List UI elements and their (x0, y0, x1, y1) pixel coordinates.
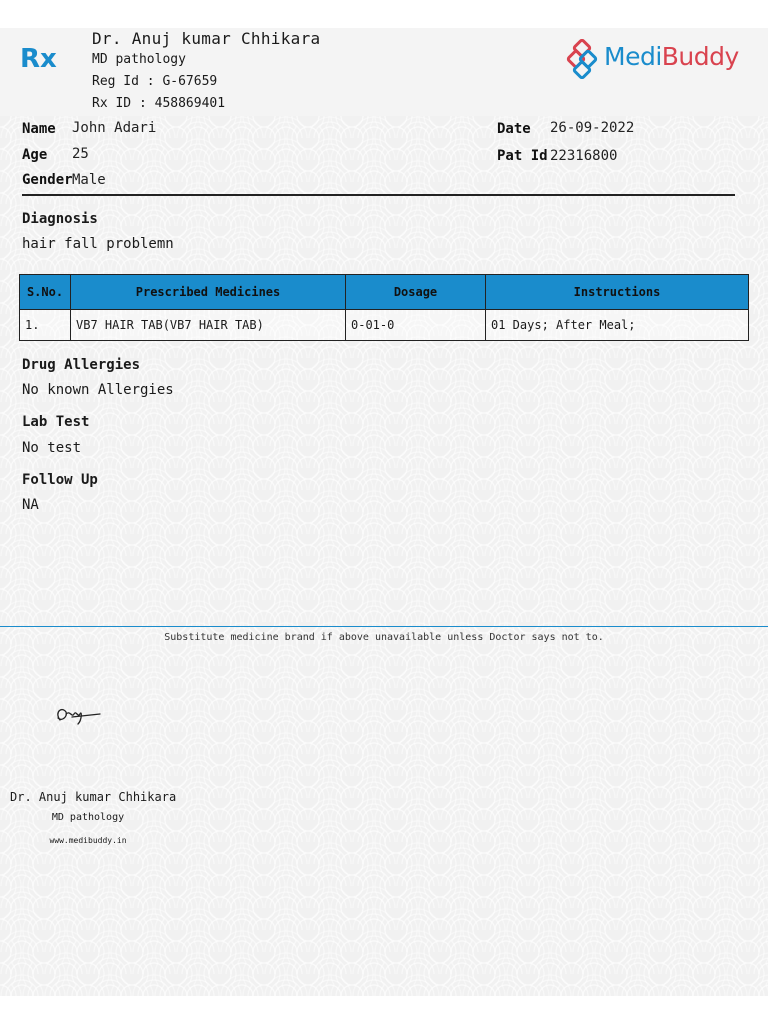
col-sno: S.No. (20, 275, 71, 310)
patient-age: 25 (72, 146, 89, 162)
doctor-name: Dr. Anuj kumar Chhikara (92, 29, 321, 48)
logo-wordmark (604, 42, 739, 71)
footer-qualification: MD pathology (51, 812, 125, 823)
drug-allergies-title: Drug Allergies (22, 357, 141, 373)
diagnosis-value: hair fall problemn (22, 236, 174, 252)
diagnosis-title: Diagnosis (22, 211, 98, 227)
doctor-reg-id: Reg Id : G-67659 (92, 74, 218, 89)
logo-medi: Medi (604, 42, 662, 71)
medibuddy-logo-icon (566, 39, 604, 79)
cell-medicine: VB7 HAIR TAB(VB7 HAIR TAB) (71, 310, 346, 341)
footer-website[interactable]: www.medibuddy.in (49, 836, 127, 845)
rx-id: Rx ID : 458869401 (92, 96, 226, 111)
prescription-date: 26-09-2022 (550, 120, 635, 136)
logo-buddy: Buddy (661, 42, 739, 71)
medibuddy-logo (566, 38, 752, 82)
medicines-table (19, 274, 749, 341)
cell-sno: 1. (20, 310, 71, 341)
col-medicines: Prescribed Medicines (71, 275, 346, 310)
patient-id: 22316800 (550, 148, 618, 164)
name-label: Name (22, 121, 56, 137)
follow-up-value: NA (22, 497, 39, 513)
lab-test-title: Lab Test (22, 414, 90, 430)
cell-dosage: 0-01-0 (346, 310, 486, 341)
patient-name: John Adari (72, 120, 157, 136)
doctor-signature (52, 702, 104, 732)
doctor-qualification: MD pathology (92, 52, 186, 67)
patient-gender: Male (72, 172, 106, 188)
gender-label: Gender (22, 172, 73, 188)
cell-instructions: 01 Days; After Meal; (486, 310, 749, 341)
follow-up-title: Follow Up (22, 472, 98, 488)
table-row (20, 310, 749, 341)
header-divider (22, 194, 735, 196)
substitution-note: Substitute medicine brand if above unavailable unless Doctor says not to. (164, 632, 604, 643)
pat-id-label: Pat Id (497, 148, 548, 164)
date-label: Date (497, 121, 531, 137)
medicines-header-row (20, 275, 749, 310)
rx-symbol: Rx (20, 44, 57, 74)
prescription-background (0, 28, 768, 996)
col-dosage: Dosage (346, 275, 486, 310)
age-label: Age (22, 147, 48, 163)
footer-divider (0, 626, 768, 627)
footer-doctor-name: Dr. Anuj kumar Chhikara (10, 790, 177, 804)
lab-test-value: No test (22, 440, 82, 456)
drug-allergies-value: No known Allergies (22, 382, 174, 398)
col-instructions: Instructions (486, 275, 749, 310)
